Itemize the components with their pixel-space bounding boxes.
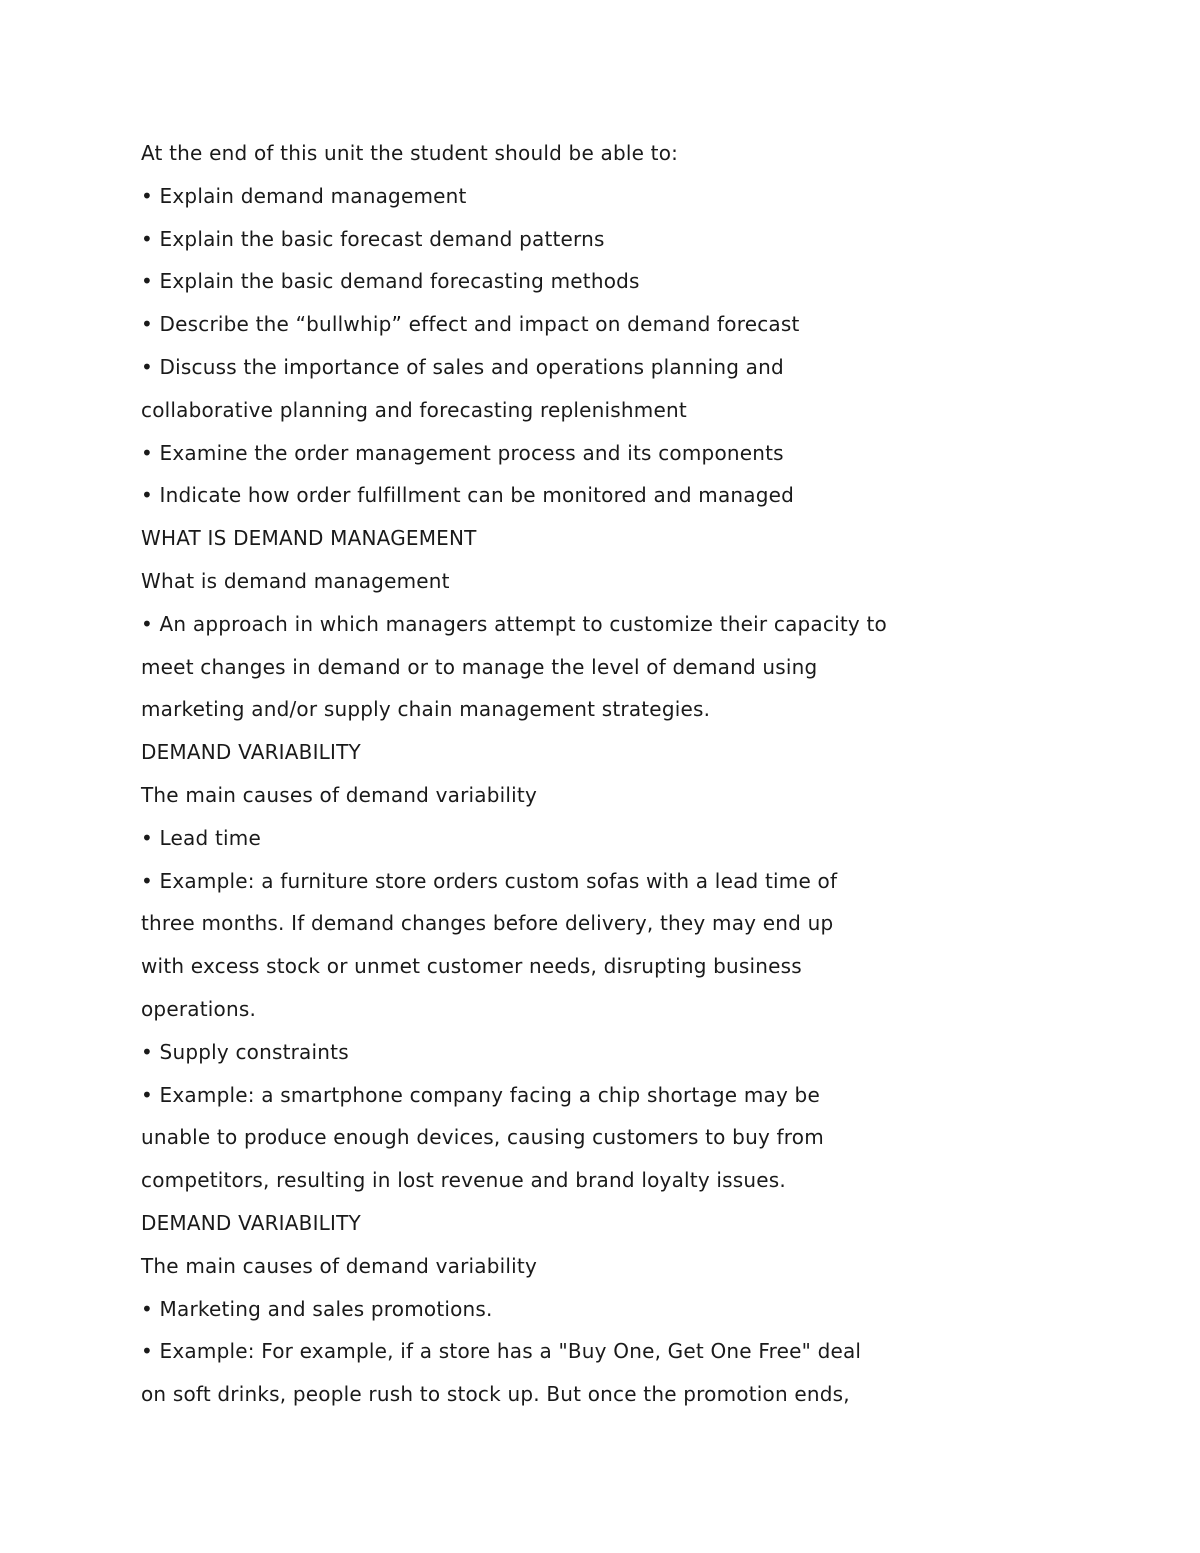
objective-item: • Describe the “bullwhip” effect and impact on demand forecast [141, 312, 800, 337]
objective-item: • Explain the basic demand forecasting methods [141, 269, 640, 294]
objective-item: • Explain demand management [141, 183, 467, 208]
bullet-item: • Lead time [141, 825, 261, 850]
document-body [141, 132, 1101, 1416]
section-heading: WHAT IS DEMAND MANAGEMENT [141, 526, 477, 551]
subheading: The main causes of demand variability [141, 1253, 537, 1278]
objective-item-continuation: collaborative planning and forecasting replenishment [141, 397, 687, 422]
bullet-item: • Example: a furniture store orders custom sofas with a lead time of [141, 868, 838, 893]
bullet-item-continuation: on soft drinks, people rush to stock up. But once the promotion ends, [141, 1382, 850, 1407]
bullet-item: • Example: For example, if a store has a "Buy One, Get One Free" deal [141, 1339, 862, 1364]
bullet-item: • Example: a smartphone company facing a chip shortage may be [141, 1082, 820, 1107]
bullet-item: • Supply constraints [141, 1039, 349, 1064]
objective-item: • Indicate how order fulfillment can be monitored and managed [141, 483, 795, 508]
bullet-item-continuation: meet changes in demand or to manage the level of demand using [141, 654, 818, 679]
objective-item: • Explain the basic forecast demand patterns [141, 226, 605, 251]
objective-item: • Discuss the importance of sales and operations planning and [141, 354, 784, 379]
bullet-item-continuation: unable to produce enough devices, causing customers to buy from [141, 1125, 824, 1150]
subheading: The main causes of demand variability [141, 782, 537, 807]
section-heading: DEMAND VARIABILITY [141, 1210, 361, 1235]
intro-line: At the end of this unit the student should be able to: [141, 141, 679, 165]
bullet-item: • Marketing and sales promotions. [141, 1296, 493, 1321]
bullet-item-continuation: with excess stock or unmet customer needs, disrupting business [141, 954, 802, 979]
bullet-item-continuation: operations. [141, 996, 257, 1021]
bullet-item-continuation: competitors, resulting in lost revenue and brand loyalty issues. [141, 1168, 786, 1193]
subheading: What is demand management [141, 568, 450, 593]
bullet-item-continuation: marketing and/or supply chain management strategies. [141, 697, 711, 722]
section-heading: DEMAND VARIABILITY [141, 740, 361, 765]
objective-item: • Examine the order management process and its components [141, 440, 784, 465]
bullet-item: • An approach in which managers attempt to customize their capacity to [141, 611, 887, 636]
bullet-item-continuation: three months. If demand changes before delivery, they may end up [141, 911, 834, 936]
